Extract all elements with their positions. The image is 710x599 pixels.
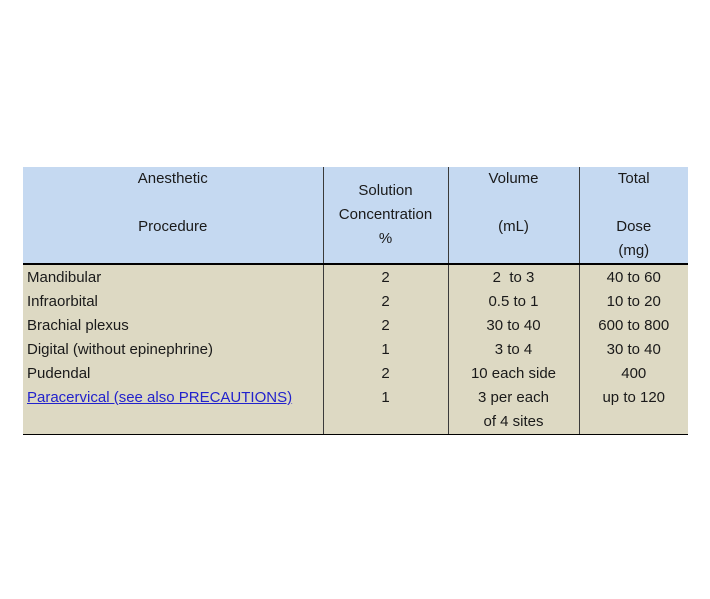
cell-procedure: Brachial plexus xyxy=(23,314,323,338)
header-dose-line-1: Total xyxy=(617,170,650,187)
header-concentration-line-2: Concentration xyxy=(338,206,433,223)
cell-volume: 3 to 4 xyxy=(448,338,579,362)
cell-dose: 400 xyxy=(579,362,688,386)
header-volume xyxy=(448,167,579,264)
cell-procedure: Digital (without epinephrine) xyxy=(23,338,323,362)
cell-concentration: 2 xyxy=(323,314,448,338)
cell-concentration: 2 xyxy=(323,362,448,386)
cell-volume-line-2: of 4 sites xyxy=(483,413,544,430)
cell-procedure: Infraorbital xyxy=(23,290,323,314)
header-dose-line-2: Dose xyxy=(616,218,652,235)
cell-dose: 10 to 20 xyxy=(579,290,688,314)
table-row xyxy=(23,264,688,290)
header-volume-line-1: Volume xyxy=(488,170,539,187)
cell-dose: up to 120 xyxy=(579,386,688,435)
cell-volume: 10 each side xyxy=(448,362,579,386)
table-body xyxy=(23,264,688,435)
cell-concentration: 1 xyxy=(323,386,448,435)
cell-volume: 30 to 40 xyxy=(448,314,579,338)
header-dose-line-3: (mg) xyxy=(618,242,650,259)
paracervical-precautions-link[interactable]: Paracervical (see also PRECAUTIONS) xyxy=(27,389,293,406)
cell-volume: 0.5 to 1 xyxy=(448,290,579,314)
cell-volume xyxy=(448,386,579,435)
header-dose xyxy=(579,167,688,264)
cell-dose: 40 to 60 xyxy=(579,264,688,290)
header-procedure-line-2: Procedure xyxy=(138,218,208,235)
table-row xyxy=(23,338,688,362)
cell-procedure: Mandibular xyxy=(23,264,323,290)
header-concentration xyxy=(323,167,448,264)
table-row xyxy=(23,290,688,314)
dosage-table xyxy=(23,167,688,435)
table-row xyxy=(23,362,688,386)
table-header xyxy=(23,167,688,264)
cell-procedure: Pudendal xyxy=(23,362,323,386)
header-procedure xyxy=(23,167,323,264)
header-concentration-line-1: Solution xyxy=(358,182,413,199)
header-procedure-line-1: Anesthetic xyxy=(137,170,208,187)
cell-dose: 600 to 800 xyxy=(579,314,688,338)
cell-volume-line-1: 3 per each xyxy=(478,389,549,406)
cell-volume: 2 to 3 xyxy=(448,264,579,290)
header-concentration-line-3: % xyxy=(378,230,393,247)
header-volume-line-2: (mL) xyxy=(498,218,529,235)
cell-concentration: 1 xyxy=(323,338,448,362)
cell-concentration: 2 xyxy=(323,264,448,290)
cell-dose: 30 to 40 xyxy=(579,338,688,362)
table-row xyxy=(23,314,688,338)
cell-concentration: 2 xyxy=(323,290,448,314)
table-row xyxy=(23,386,688,435)
cell-procedure xyxy=(23,386,323,435)
